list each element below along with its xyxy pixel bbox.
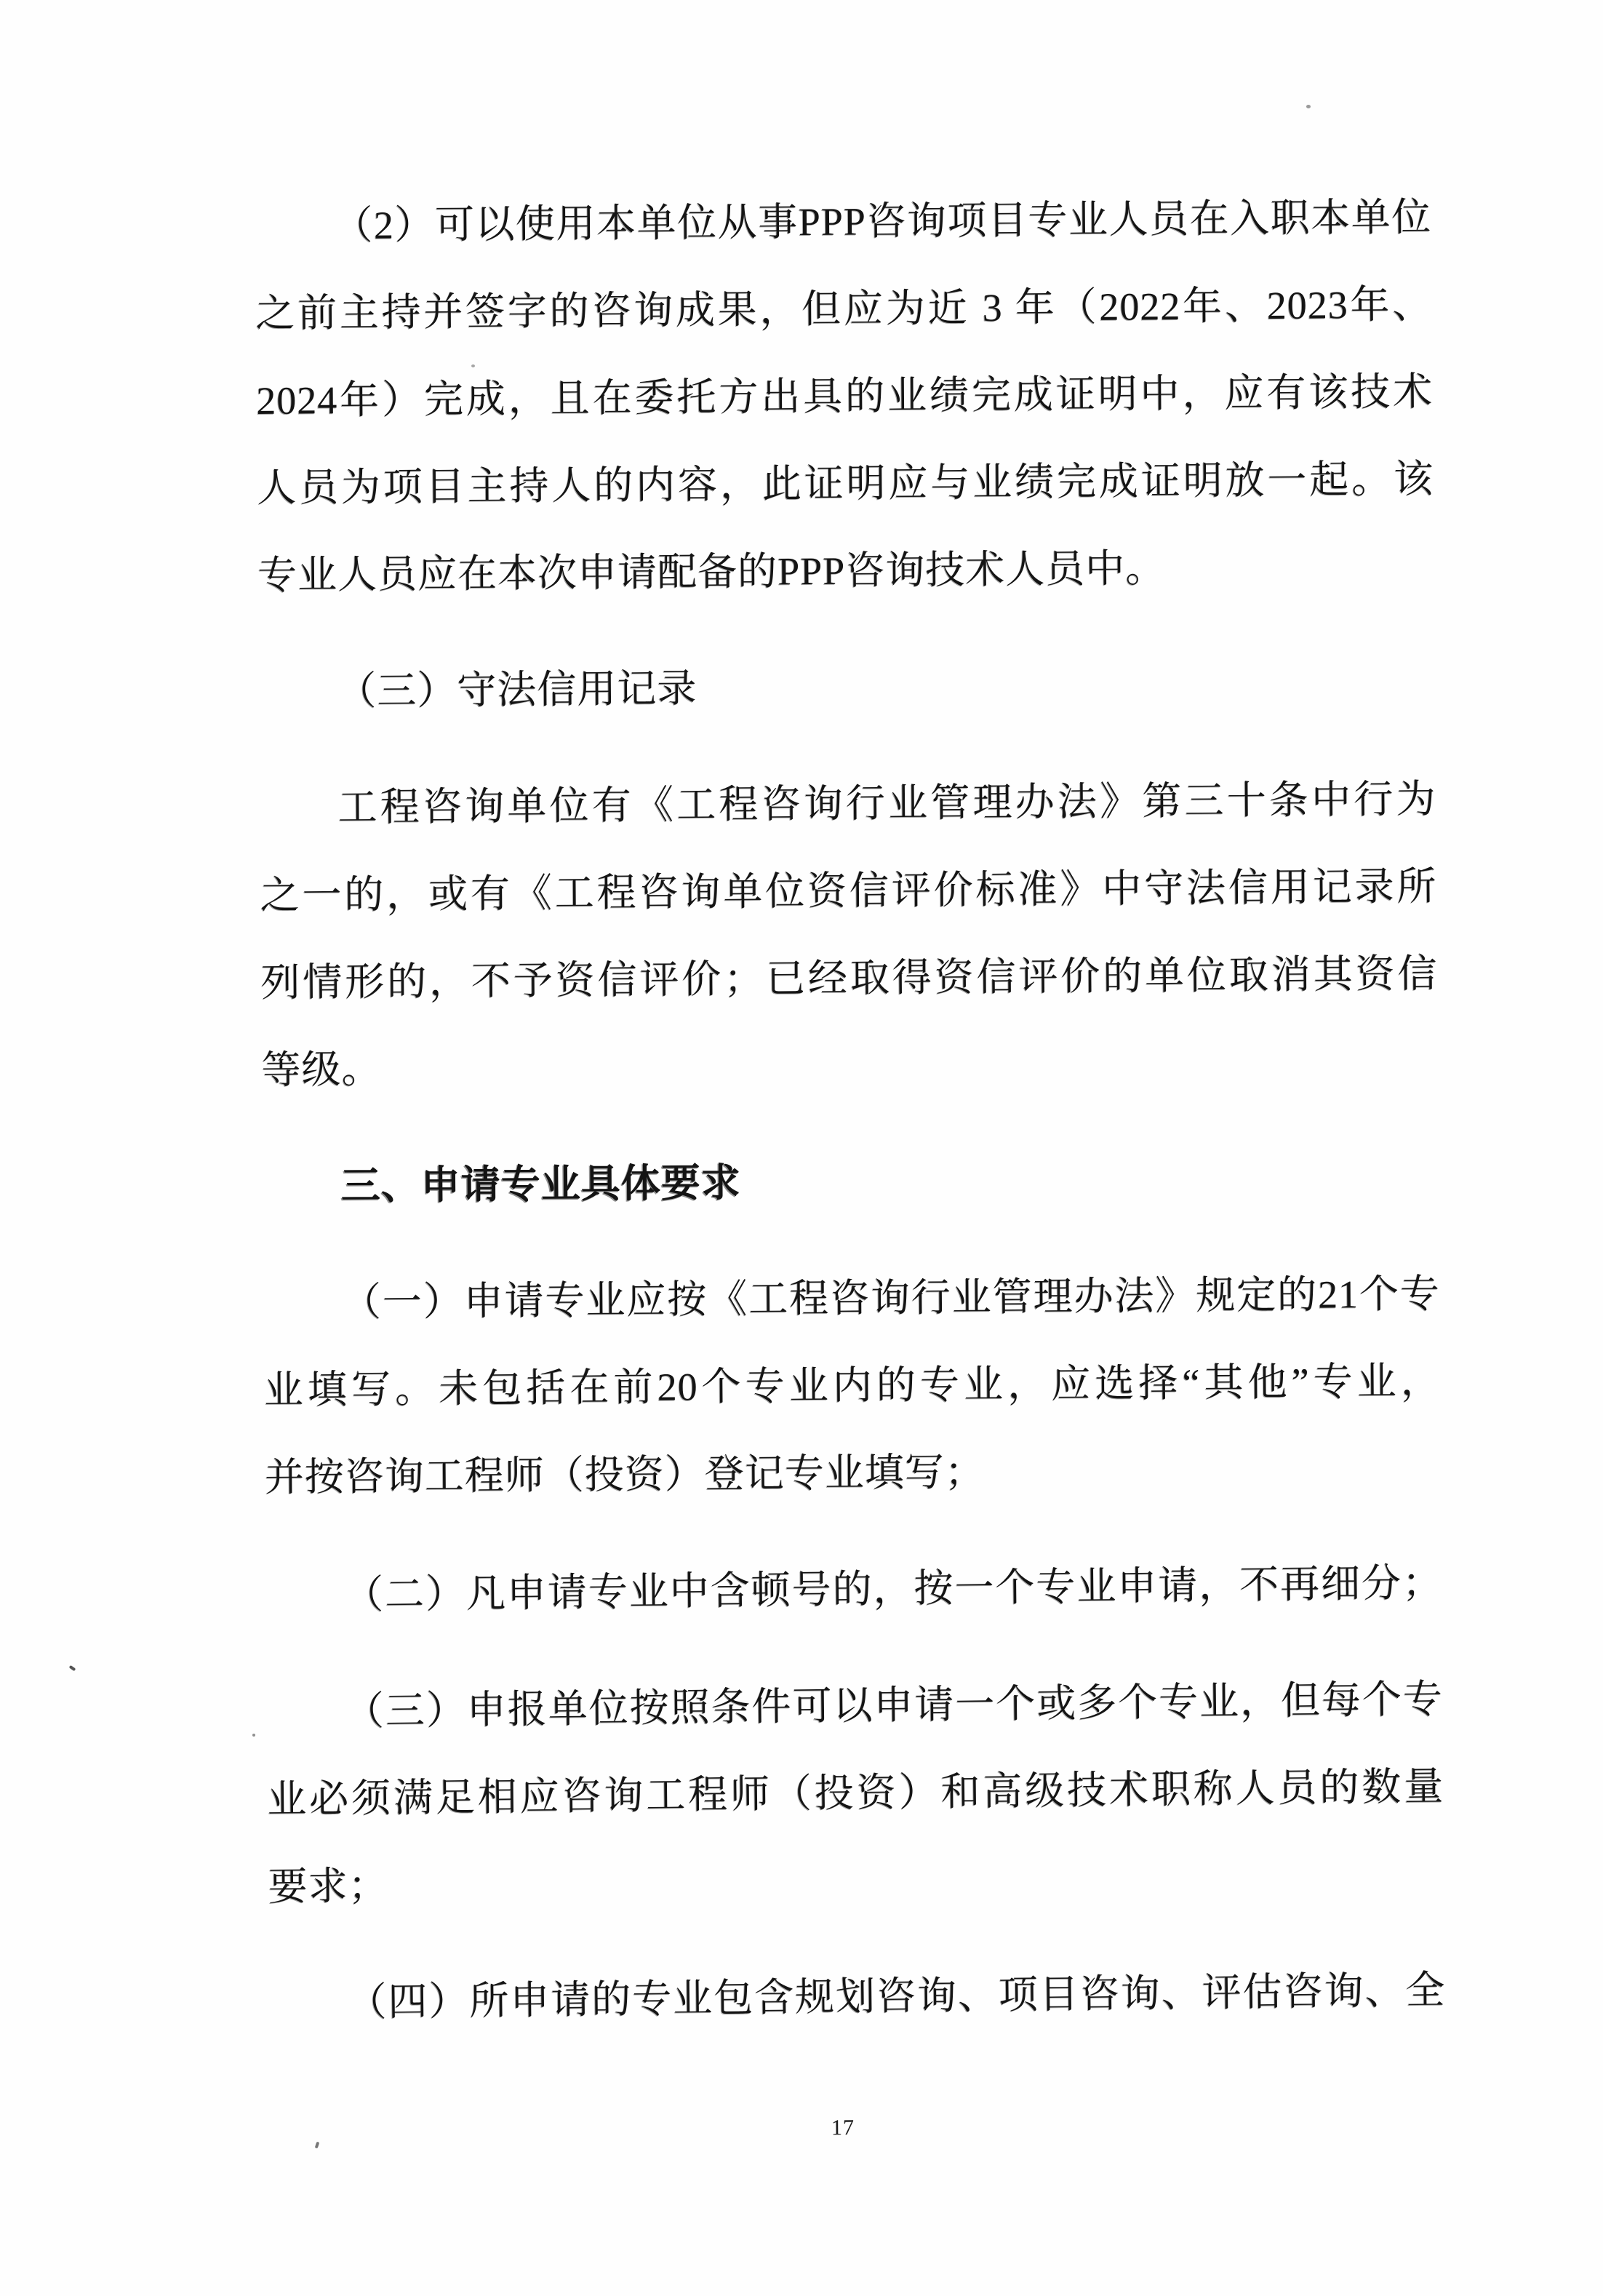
scan-artifact-dot (69, 1665, 76, 1671)
section-heading: 三、申请专业具体要求 (340, 1160, 742, 1208)
scan-artifact-dot (1306, 105, 1311, 108)
paragraph (258, 639, 1436, 736)
scan-artifact-dot (252, 1734, 255, 1737)
text-line: 列情形的，不予资信评价；已经取得资信评价的单位取消其资信 (260, 952, 1438, 1005)
text-line: 2024年）完成，且在委托方出具的业绩完成证明中，应有该技术 (256, 370, 1434, 423)
paragraph (265, 1539, 1443, 1639)
text-line: （2）可以使用本单位从事PPP咨询项目专业人员在入职本单位 (333, 195, 1432, 248)
text-line: 专业人员应在本次申请配备的PPP咨询技术人员中。 (257, 546, 1166, 597)
text-line: 人员为项目主持人的内容，此证明应与业绩完成证明放一起。该 (257, 457, 1434, 510)
text-line: 之一的，或有《工程咨询单位资信评价标准》中守法信用记录所 (260, 864, 1437, 917)
paragraph (265, 1655, 1445, 1930)
page-number: 17 (831, 2115, 855, 2140)
text-line: （四）所申请的专业包含规划咨询、项目咨询、评估咨询、全 (347, 1968, 1446, 2025)
text-line: 要求； (268, 1863, 389, 1909)
text-line: （二）凡申请专业中含顿号的，按一个专业申请，不再细分； (343, 1560, 1443, 1617)
paragraph (262, 1133, 1439, 1230)
text-line: （一）申请专业应按《工程咨询行业管理办法》规定的21个专 (341, 1272, 1441, 1325)
subsection-heading: （三）守法信用记录 (337, 666, 697, 714)
paragraph (263, 1250, 1442, 1521)
text-line: 等级。 (261, 1047, 382, 1092)
document-body (255, 173, 1446, 2045)
scan-artifact-dot (471, 364, 475, 367)
paragraph (255, 173, 1435, 619)
paragraph (259, 755, 1439, 1114)
text-line: 之前主持并签字的咨询成果，但应为近 3 年（2022年、2023年、 (255, 282, 1433, 335)
text-line: 工程咨询单位有《工程咨询行业管理办法》第三十条中行为 (337, 777, 1436, 830)
text-line: 并按咨询工程师（投资）登记专业填写； (264, 1450, 986, 1499)
text-line: 业填写。未包括在前20个专业内的专业，应选择“其他”专业， (263, 1359, 1442, 1412)
paragraph (268, 1946, 1446, 2046)
text-line: 业必须满足相应咨询工程师（投资）和高级技术职称人员的数量 (267, 1764, 1444, 1822)
text-line: （三）申报单位按照条件可以申请一个或多个专业，但每个专 (344, 1677, 1444, 1734)
